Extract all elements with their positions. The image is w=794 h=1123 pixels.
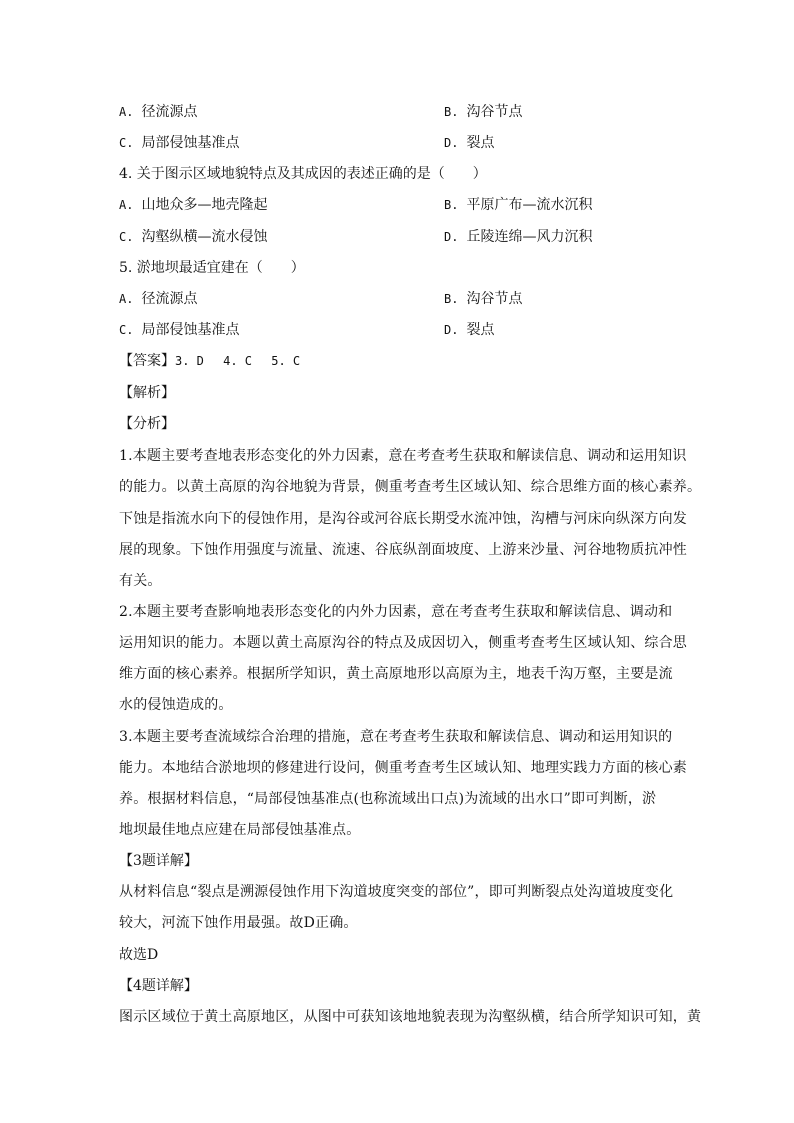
detail-3-line: 较大，河流下蚀作用最强。故D正确。	[119, 915, 358, 931]
analysis-2-line: 运用知识的能力。本题以黄土高原沟谷的特点及成因切入，侧重考查考生区域认知、综合思	[119, 635, 687, 651]
q4-options-row-1	[119, 195, 719, 215]
analysis-3-line: 养。根据材料信息，“局部侵蚀基准点(也称流域出口点)为流域的出水口”即可判断，淤	[119, 791, 657, 807]
analysis-1-line: 有关。	[119, 573, 162, 589]
q5-option-d: D. 裂点	[444, 322, 495, 338]
analysis-1-line: 下蚀是指流水向下的侵蚀作用，是沟谷或河谷底长期受水流冲蚀，沟槽与河床向纵深方向发	[119, 511, 687, 527]
analysis-3-line: 3.本题主要考查流域综合治理的措施，意在考查考生获取和解读信息、调动和运用知识的	[119, 729, 673, 745]
q3-option-c: C. 局部侵蚀基准点	[119, 135, 240, 151]
q3-options-row-2	[119, 133, 719, 153]
analysis-1-line: 1.本题主要考查地表形态变化的外力因素，意在考查考生获取和解读信息、调动和运用知识	[119, 448, 687, 464]
analysis-3-line: 能力。本地结合淤地坝的修建进行设问，侧重考查考生区域认知、地理实践力方面的核心素	[119, 760, 687, 776]
analysis-2-line: 2.本题主要考查影响地表形态变化的内外力因素，意在考查考生获取和解读信息、调动和	[119, 604, 673, 620]
analysis-2-line: 维方面的核心素养。根据所学知识，黄土高原地形以高原为主，地表千沟万壑，主要是流	[119, 666, 673, 682]
q5-options-row-1	[119, 289, 719, 309]
q4-option-d: D. 丘陵连绵—风力沉积	[444, 229, 593, 245]
detail-3-line: 从材料信息“裂点是溯源侵蚀作用下沟道坡度突变的部位”，即可判断裂点处沟道坡度变化	[119, 884, 674, 900]
fenxi-label: 【分析】	[119, 416, 175, 432]
q4-option-c: C. 沟壑纵横—流水侵蚀	[119, 229, 268, 245]
analysis-3-line: 地坝最佳地点应建在局部侵蚀基准点。	[119, 822, 361, 838]
q4-option-a: A. 山地众多—地壳隆起	[119, 197, 268, 213]
analysis-1-line: 展的现象。下蚀作用强度与流量、流速、谷底纵剖面坡度、上游来沙量、河谷地物质抗冲性	[119, 542, 687, 558]
q5-option-c: C. 局部侵蚀基准点	[119, 322, 240, 338]
q5-options-row-2	[119, 320, 719, 340]
q3-option-d: D. 裂点	[444, 135, 495, 151]
q4-option-b: B. 平原广布—流水沉积	[444, 197, 593, 213]
q4-stem: 4. 关于图示区域地貌特点及其成因的表述正确的是（ ）	[119, 166, 487, 182]
q3-option-a: A. 径流源点	[119, 104, 198, 120]
analysis-1-line: 的能力。以黄土高原的沟谷地貌为背景，侧重考查考生区域认知、综合思维方面的核心素养。	[119, 479, 702, 495]
q3-option-b: B. 沟谷节点	[444, 104, 523, 120]
jiexi-label: 【解析】	[119, 385, 175, 401]
answer-items: 3. D 4. C 5. C	[175, 354, 301, 368]
detail-4-line: 图示区域位于黄土高原地区，从图中可获知该地地貌表现为沟壑纵横，结合所学知识可知，黄	[119, 1009, 702, 1025]
analysis-2-line: 水的侵蚀造成的。	[119, 697, 233, 713]
q3-options-row-1	[119, 102, 719, 122]
q4-options-row-2	[119, 227, 719, 247]
answer-line	[119, 351, 300, 371]
q5-option-b: B. 沟谷节点	[444, 291, 523, 307]
answer-label: 【答案】	[119, 353, 175, 369]
q5-stem: 5. 淤地坝最适宜建在（ ）	[119, 260, 305, 276]
detail-3-conclusion: 故选D	[119, 947, 159, 963]
q5-option-a: A. 径流源点	[119, 291, 198, 307]
detail-4-label: 【4题详解】	[119, 978, 198, 994]
detail-3-label: 【3题详解】	[119, 853, 198, 869]
